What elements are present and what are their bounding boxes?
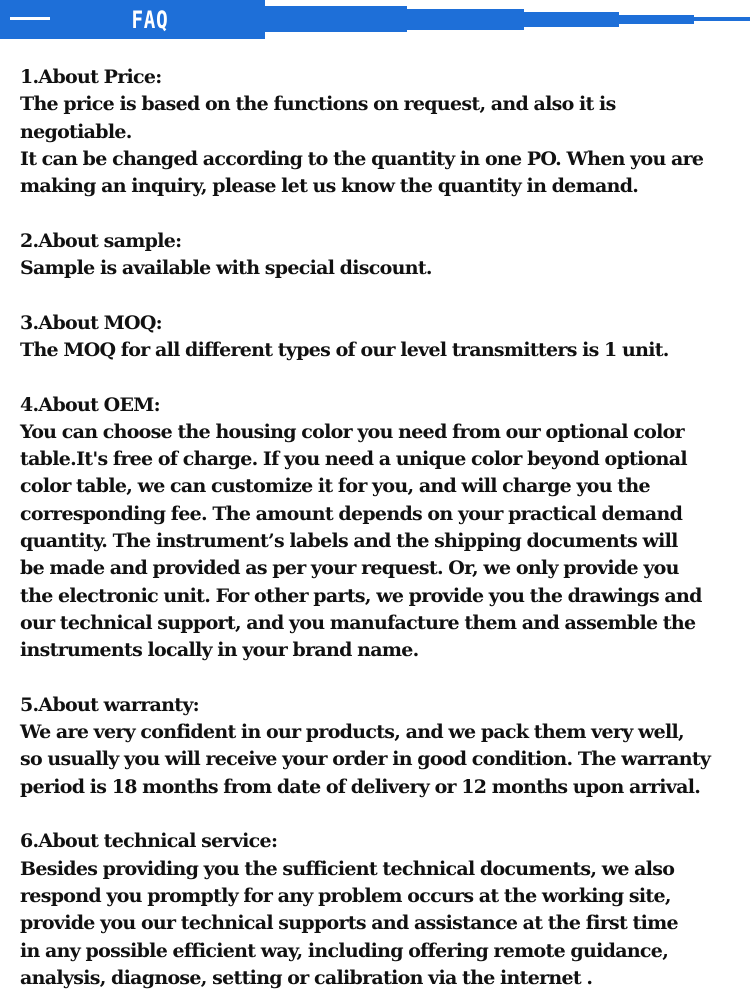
faq-answer-line: provide you our technical supports and assistance at the first time	[20, 912, 678, 935]
faq-question: 1.About Price:	[20, 66, 162, 88]
faq-answer-line: the electronic unit. For other parts, we provide you the drawings and	[20, 584, 702, 607]
faq-answer-line: table.It's free of charge. If you need a unique color beyond optional	[20, 448, 687, 471]
faq-list	[20, 64, 744, 992]
faq-question: 6.About technical service:	[20, 830, 278, 853]
faq-answer-line: You can choose the housing color you need from our optional color	[20, 420, 684, 443]
faq-question: 4.About OEM:	[20, 393, 160, 416]
faq-answer-line: making an inquiry, please let us know the quantity in demand.	[20, 175, 639, 198]
faq-question: 3.About MOQ:	[20, 311, 162, 334]
faq-item-moq	[20, 310, 744, 365]
faq-answer-line: be made and provided as per your request. Or, we only provide you	[20, 557, 679, 580]
faq-answer-line: It can be changed according to the quantity in one PO. When you are	[20, 147, 704, 170]
faq-answer-line: negotiable.	[20, 120, 132, 143]
faq-item-price	[20, 64, 744, 200]
faq-answer-line: quantity. The instrument’s labels and the shipping documents will	[20, 530, 678, 553]
banner-step-bar	[407, 9, 524, 30]
faq-answer-line: period is 18 months from date of delivery or 12 months upon arrival.	[20, 775, 701, 798]
banner-step-bar	[265, 6, 407, 32]
faq-answer-line: color table, we can customize it for you, and will charge you the	[20, 475, 650, 498]
faq-answer-line: analysis, diagnose, setting or calibration via the internet .	[20, 966, 593, 989]
faq-answer-line: Sample is available with special discount.	[20, 257, 432, 280]
banner-step-bar	[694, 17, 750, 21]
banner-step-bar	[619, 15, 694, 24]
faq-answer-line: We are very confident in our products, and we pack them very well,	[20, 721, 684, 744]
faq-answer-line: The MOQ for all different types of our level transmitters is 1 unit.	[20, 338, 669, 361]
faq-item-oem	[20, 392, 744, 665]
faq-answer-line: corresponding fee. The amount depends on your practical demand	[20, 502, 683, 525]
faq-answer-line: The price is based on the functions on request, and also it is	[20, 93, 616, 116]
faq-answer-line: in any possible efficient way, including offering remote guidance,	[20, 939, 669, 962]
faq-answer-line: so usually you will receive your order in good condition. The warranty	[20, 748, 711, 771]
faq-item-sample	[20, 228, 744, 283]
faq-answer-line: our technical support, and you manufacture them and assemble the	[20, 611, 696, 634]
page-title: FAQ	[131, 6, 169, 34]
banner-decorative-line	[10, 17, 50, 20]
faq-header-banner	[0, 0, 750, 40]
faq-answer-line: instruments locally in your brand name.	[20, 639, 419, 662]
faq-item-technical-service	[20, 828, 744, 992]
faq-question: 5.About warranty:	[20, 693, 199, 716]
faq-item-warranty	[20, 692, 744, 801]
banner-step-bar	[524, 12, 619, 27]
faq-answer-line: Besides providing you the sufficient technical documents, we also	[20, 857, 675, 880]
faq-question: 2.About sample:	[20, 229, 182, 252]
faq-answer-line: respond you promptly for any problem occurs at the working site,	[20, 884, 671, 907]
